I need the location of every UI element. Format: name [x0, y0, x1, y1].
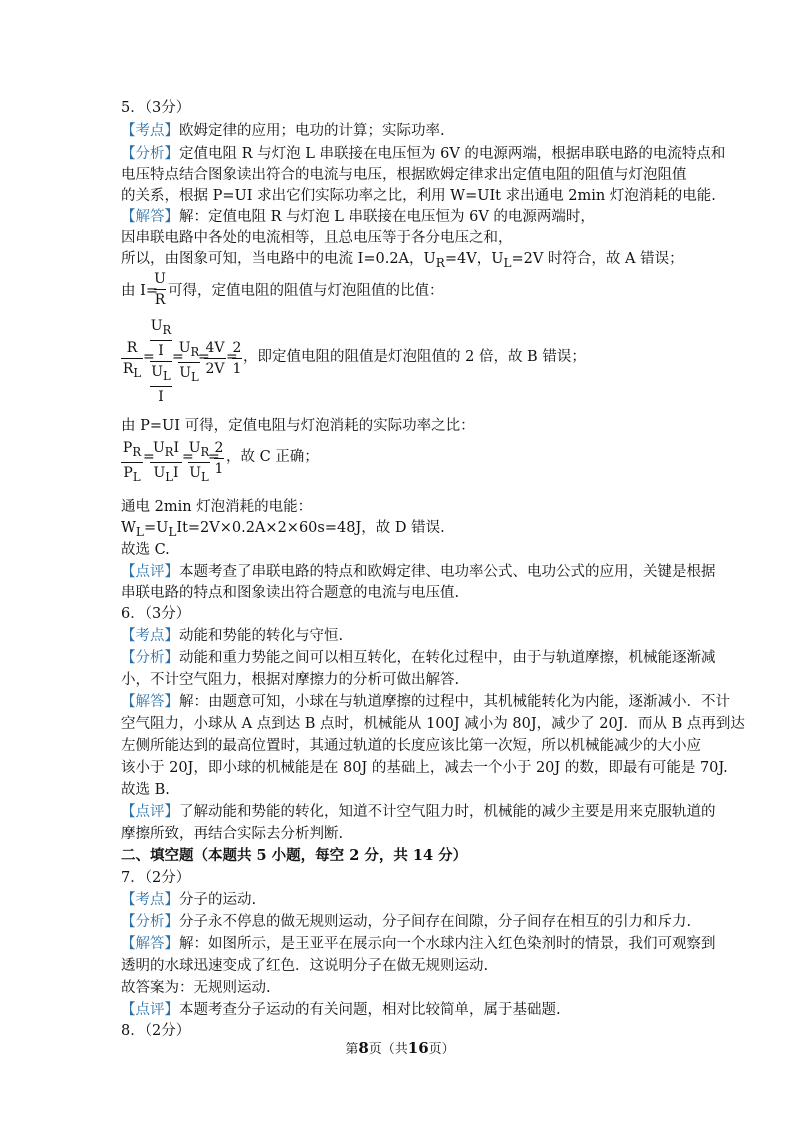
q7-kaodian — [121, 890, 690, 910]
q5-fenxi-2: 电压特点结合图象读出符合的电流与电压，根据欧姆定律求出定值电阻的阻值与灯泡阻值 — [121, 167, 687, 183]
dianping-text: 本题考查了串联电路的特点和欧姆定律、电功率公式、电功公式的应用，关键是根据 — [179, 564, 716, 580]
page-footer — [0, 1038, 800, 1057]
subscript: R — [164, 444, 174, 459]
power-2-over-1 — [214, 440, 224, 477]
q7-dianping-1 — [121, 1000, 690, 1020]
dianping-text: 了解动能和势能的转化，知道不计空气阻力时，机械能的减少主要是用来克服轨道的 — [179, 804, 716, 820]
q6-choice: 故选 B. — [121, 782, 170, 798]
ratio-conclusion: ，即定值电阻的阻值是灯泡阻值的 2 倍，故 B 错误； — [243, 349, 586, 365]
ohm-fraction — [154, 271, 166, 308]
equals-sign: = — [226, 349, 238, 365]
energy-formula — [121, 518, 690, 542]
footer-text: 页） — [428, 1042, 455, 1057]
line-3-text: 所以，由图象可知，当电路中的电流 I=0.2A，U — [121, 251, 436, 267]
q6-jieda-4: 该小于 20J，即小球的机械能是在 80J 的基础上，减去一个小于 20J 的数，即最有可能是 70J. — [121, 760, 728, 776]
fraction-denominator: 2V — [205, 361, 225, 377]
q6-dianping-1 — [121, 802, 716, 822]
jieda-tag: 【解答】 — [121, 694, 179, 710]
fraction-numerator — [188, 440, 210, 460]
q5-line-2: 因串联电路中各处的电流相等，且总电压等于各分电压之和， — [121, 230, 513, 246]
q7-header: 7．（2分） — [121, 870, 191, 886]
ratio-ur-over-ul — [178, 340, 200, 385]
fenxi-tag: 【分析】 — [121, 146, 179, 162]
kaodian-text: 动能和势能的转化与守恒. — [179, 628, 344, 644]
symbol: U — [188, 440, 201, 456]
q7-jieda-1 — [121, 934, 716, 954]
fraction-denominator — [150, 364, 172, 384]
q7-answer: 故答案为：无规则运动. — [121, 980, 271, 996]
symbol: I — [173, 464, 179, 481]
jieda-text: 解：由题意可知，小球在与轨道摩擦的过程中，其机械能转化为内能，逐渐减小．不计 — [179, 694, 730, 710]
fenxi-tag: 【分析】 — [121, 650, 179, 666]
q7-jieda-2: 透明的水球迅速变成了红色．这说明分子在做无规则运动. — [121, 958, 489, 974]
fraction-denominator — [178, 365, 200, 385]
kaodian-tag: 【考点】 — [121, 123, 179, 139]
q6-fenxi-2: 小，不计空气阻力，根据对摩擦力的分析可做出解答. — [121, 672, 460, 688]
fraction-bar — [232, 358, 242, 359]
symbol: U — [189, 464, 202, 481]
subscript: L — [133, 365, 142, 380]
energy-intro: 通电 2min 灯泡消耗的电能： — [121, 499, 313, 515]
ratio-4v-over-2v — [204, 340, 226, 377]
energy-result: It=2V×0.2A×2×60s=48J，故 D 错误. — [176, 520, 445, 536]
symbol: U — [151, 363, 164, 380]
fraction-bar — [204, 358, 226, 359]
q5-dianping-2: 串联电路的特点和图象读出符合题意的电流与电压值. — [121, 585, 460, 601]
fraction-bar — [150, 386, 172, 387]
fraction-numerator: 2 — [214, 440, 224, 456]
q6-fenxi-1 — [121, 648, 716, 668]
fenxi-text: 分子永不停息的做无规则运动，分子间存在间隙，分子间存在相互的引力和斥力. — [179, 914, 692, 930]
footer-text: 第 — [345, 1042, 359, 1057]
fraction-bar — [150, 340, 172, 341]
fenxi-tag: 【分析】 — [121, 914, 179, 930]
subscript: L — [503, 255, 512, 270]
symbol: R — [122, 361, 134, 377]
subscript: L — [165, 469, 174, 484]
q6-dianping-2: 摩擦所致，再结合实际去分析判断. — [121, 826, 344, 842]
q5-fenxi-3: 的关系，根据 P=UI 求出它们实际功率之比，利用 W=UIt 求出通电 2min 灯泡消耗的电能. — [121, 188, 716, 204]
equals-sign: = — [143, 349, 155, 365]
dianping-tag: 【点评】 — [121, 564, 179, 580]
kaodian-text: 分子的运动. — [179, 892, 257, 908]
subscript: R — [435, 255, 445, 270]
power-uri-over-uli — [150, 440, 182, 485]
ratio-complex-fraction — [150, 318, 172, 405]
q6-kaodian — [121, 626, 690, 646]
q5-header: 5．（3分） — [121, 100, 191, 116]
symbol: U — [152, 440, 165, 456]
footer-text: 页（共 — [368, 1042, 408, 1057]
symbol: W — [121, 520, 136, 536]
q7-fenxi-1 — [121, 912, 690, 932]
fraction-denominator: R — [154, 292, 166, 308]
q5-fenxi-1 — [121, 144, 726, 164]
ohm-suffix: 可得，定值电阻的阻值与灯泡阻值的比值： — [168, 283, 444, 299]
fraction-bar — [178, 362, 200, 363]
subscript: L — [135, 524, 144, 539]
jieda-text: 解：定值电阻 R 与灯泡 L 串联接在电压恒为 6V 的电源两端时， — [179, 209, 595, 225]
q5-kaodian — [121, 121, 690, 141]
fraction-bar — [121, 358, 143, 359]
subscript: L — [191, 369, 199, 384]
equals-sign: = — [208, 449, 220, 465]
equals-sign: = — [182, 449, 194, 465]
fraction-bar — [150, 462, 182, 463]
q8-header: 8．（2分） — [121, 1023, 191, 1039]
jieda-text: 解：如图所示，是王亚平在展示向一个水球内注入红色染剂时的情景，我们可观察到 — [179, 936, 716, 952]
subscript: R — [190, 344, 200, 359]
fraction-denominator: 1 — [232, 361, 242, 377]
q6-jieda-3: 左侧所能达到的最高位置时，其通过轨道的长度应该比第一次短，所以机械能减少的大小应 — [121, 738, 701, 754]
fraction-denominator — [188, 465, 210, 485]
dianping-tag: 【点评】 — [121, 804, 179, 820]
ohm-prefix: 由 I= — [121, 283, 158, 299]
subscript: L — [201, 469, 209, 484]
q5-dianping-1 — [121, 562, 716, 582]
subscript: L — [168, 524, 177, 539]
line-3-end: =2V 时符合，故 A 错误； — [511, 251, 684, 267]
fraction-inner: I — [158, 388, 164, 405]
fraction-bar — [188, 462, 210, 463]
fraction-denominator — [121, 361, 143, 381]
fraction-bar-main — [150, 361, 172, 362]
page-number: 8 — [358, 1039, 369, 1057]
symbol: U — [178, 340, 191, 356]
ratio-2-over-1 — [232, 340, 242, 377]
jieda-tag: 【解答】 — [121, 209, 179, 225]
subscript: L — [163, 368, 171, 383]
symbol: P — [123, 464, 133, 481]
symbol: =U — [143, 520, 169, 536]
power-conclusion: ，故 C 正确； — [226, 449, 319, 465]
fraction-numerator — [121, 440, 143, 460]
q5-line-3 — [121, 249, 690, 273]
equals-sign: = — [198, 349, 210, 365]
fraction-numerator — [150, 440, 182, 460]
fraction-denominator: 1 — [214, 461, 224, 477]
fraction-denominator — [150, 465, 182, 485]
symbol: U — [153, 464, 166, 481]
symbol: P — [122, 440, 133, 456]
fenxi-text: 动能和重力势能之间可以相互转化，在转化过程中，由于与轨道摩擦，机械能逐渐减 — [179, 650, 716, 666]
line-3-mid: =4V，U — [444, 251, 504, 267]
q6-jieda-2: 空气阻力，小球从 A 点到达 B 点时，机械能从 100J 减小为 80J，减少了 20J．而从 B 点再到达 — [121, 716, 745, 732]
symbol: I — [173, 440, 180, 456]
fraction-bar — [154, 289, 166, 290]
symbol: U — [150, 318, 163, 334]
dianping-text: 本题考查分子运动的有关问题，相对比较简单，属于基础题. — [179, 1002, 561, 1018]
dianping-tag: 【点评】 — [121, 1002, 179, 1018]
fraction-numerator — [150, 318, 172, 338]
section-heading: 二、填空题（本题共 5 小题，每空 2 分，共 14 分） — [121, 847, 468, 864]
ratio-r-over-rl — [121, 340, 143, 381]
kaodian-text: 欧姆定律的应用；电功的计算；实际功率. — [179, 123, 445, 139]
fraction-bar — [214, 458, 224, 459]
fraction-inner: I — [158, 342, 164, 359]
fraction-numerator: 2 — [232, 340, 242, 356]
fraction-numerator — [178, 340, 200, 360]
jieda-tag: 【解答】 — [121, 936, 179, 952]
subscript: L — [132, 469, 141, 484]
symbol: U — [179, 364, 192, 381]
fraction-numerator: R — [126, 340, 138, 356]
power-pr-over-pl — [121, 440, 143, 485]
kaodian-tag: 【考点】 — [121, 628, 179, 644]
subscript: R — [162, 322, 172, 337]
total-pages: 16 — [407, 1039, 429, 1057]
q6-jieda-1 — [121, 692, 730, 712]
q5-choice: 故选 C. — [121, 542, 170, 558]
power-ur-over-ul — [188, 440, 210, 485]
fraction-numerator: 4V — [205, 340, 225, 356]
fraction-numerator: U — [154, 271, 166, 287]
power-intro: 由 P=UI 可得，定值电阻与灯泡消耗的实际功率之比： — [121, 418, 475, 434]
subscript: R — [132, 444, 142, 459]
equals-sign: = — [143, 449, 155, 465]
fenxi-text: 定值电阻 R 与灯泡 L 串联接在电压恒为 6V 的电源两端，根据串联电路的电流特点和 — [179, 146, 726, 162]
kaodian-tag: 【考点】 — [121, 892, 179, 908]
fraction-bar — [121, 462, 143, 463]
fraction-denominator — [121, 465, 143, 485]
q5-jieda-1 — [121, 207, 690, 227]
equals-sign: = — [172, 349, 184, 365]
subscript: R — [200, 444, 210, 459]
q6-header: 6．（3分） — [121, 606, 191, 622]
